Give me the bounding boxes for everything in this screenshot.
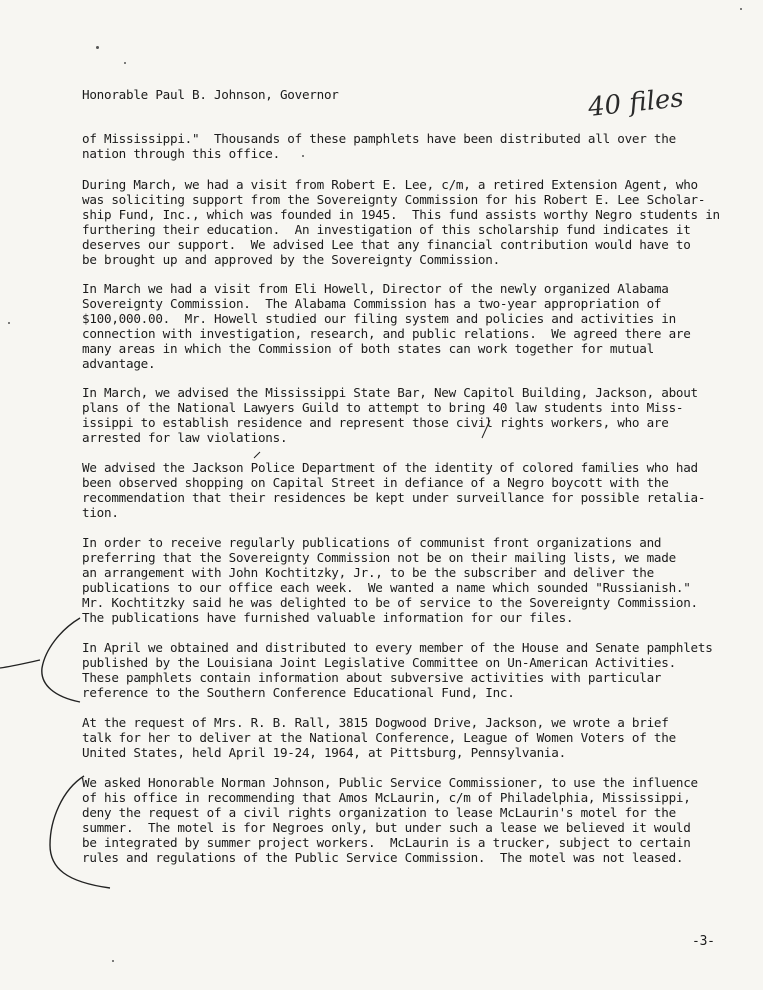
text-line: rules and regulations of the Public Service Commission. The motel was not leased. [82, 850, 684, 865]
text-line: During March, we had a visit from Robert E. Lee, c/m, a retired Extension Agent, who [82, 177, 698, 192]
text-line: of Mississippi." Thousands of these pamphlets have been distributed all over the [82, 131, 676, 146]
text-line: issippi to establish residence and represent those civil rights workers, who are [82, 415, 669, 430]
text-line: In April we obtained and distributed to every member of the House and Senate pamphlets [82, 640, 713, 655]
text-line: publications to our office each week. We wanted a name which sounded "Russianish." [82, 580, 691, 595]
text-line: ship Fund, Inc., which was founded in 1945. This fund assists worthy Negro students in [82, 207, 720, 222]
text-line: In March, we advised the Mississippi State Bar, New Capitol Building, Jackson, about [82, 385, 698, 400]
text-line: Mr. Kochtitzky said he was delighted to be of service to the Sovereignty Commission. [82, 595, 698, 610]
text-line: furthering their education. An investigation of this scholarship fund indicates it [82, 222, 691, 237]
text-line: talk for her to deliver at the National Conference, League of Women Voters of the [82, 730, 676, 745]
paragraph-louisiana [82, 640, 742, 700]
paragraph-intro [82, 131, 742, 161]
text-line: recommendation that their residences be kept under surveillance for possible retalia- [82, 490, 706, 505]
text-line: summer. The motel is for Negroes only, but under such a lease we believed it would [82, 820, 691, 835]
text-line: many areas in which the Commission of both states can work together for mutual [82, 341, 654, 356]
paragraph-rall [82, 715, 742, 760]
page-number: -3- [692, 934, 715, 949]
handwritten-annotation: 40 files [586, 83, 686, 123]
text-line: We advised the Jackson Police Department of the identity of colored families who had [82, 460, 698, 475]
text-line: an arrangement with John Kochtitzky, Jr., to be the subscriber and deliver the [82, 565, 654, 580]
paper-speck [96, 46, 99, 49]
paper-speck [302, 155, 304, 157]
text-line: The publications have furnished valuable information for our files. [82, 610, 574, 625]
text-line: $100,000.00. Mr. Howell studied our filing system and policies and activities in [82, 311, 676, 326]
paragraph-kochtitzky [82, 535, 742, 625]
paragraph-police [82, 460, 742, 520]
text-line: be brought up and approved by the Sovereignty Commission. [82, 252, 500, 267]
text-line: tion. [82, 505, 119, 520]
text-line: deserves our support. We advised Lee that any financial contribution would have to [82, 237, 691, 252]
text-line: be integrated by summer project workers. McLaurin is a trucker, subject to certain [82, 835, 691, 850]
text-line: reference to the Southern Conference Educational Fund, Inc. [82, 685, 515, 700]
text-line: Sovereignty Commission. The Alabama Commission has a two-year appropriation of [82, 296, 662, 311]
text-line: published by the Louisiana Joint Legislative Committee on Un-American Activities. [82, 655, 676, 670]
text-line: arrested for law violations. [82, 430, 288, 445]
text-line: At the request of Mrs. R. B. Rall, 3815 Dogwood Drive, Jackson, we wrote a brief [82, 715, 669, 730]
text-line: of his office in recommending that Amos McLaurin, c/m of Philadelphia, Mississippi, [82, 790, 691, 805]
text-line: nation through this office. [82, 146, 280, 161]
paragraph-lee [82, 177, 742, 267]
text-line: We asked Honorable Norman Johnson, Public Service Commissioner, to use the influence [82, 775, 698, 790]
paper-speck [112, 960, 114, 962]
text-line: connection with investigation, research, and public relations. We agreed there are [82, 326, 691, 341]
paper-speck [740, 8, 742, 10]
paragraph-mclaurin [82, 775, 742, 865]
paragraph-howell [82, 281, 742, 371]
text-line: was soliciting support from the Sovereignty Commission for his Robert E. Lee Scholar- [82, 192, 706, 207]
text-line: preferring that the Sovereignty Commission not be on their mailing lists, we made [82, 550, 676, 565]
paper-speck [124, 62, 126, 64]
letter-header: Honorable Paul B. Johnson, Governor [82, 87, 339, 102]
text-line: been observed shopping on Capital Street in defiance of a Negro boycott with the [82, 475, 669, 490]
text-line: In order to receive regularly publications of communist front organizations and [82, 535, 662, 550]
text-line: plans of the National Lawyers Guild to attempt to bring 40 law students into Miss- [82, 400, 684, 415]
text-line: deny the request of a civil rights organization to lease McLaurin's motel for the [82, 805, 676, 820]
text-line: In March we had a visit from Eli Howell, Director of the newly organized Alabama [82, 281, 669, 296]
paragraph-state-bar [82, 385, 742, 445]
paper-speck [8, 322, 10, 324]
text-line: advantage. [82, 356, 156, 371]
text-line: United States, held April 19-24, 1964, at Pittsburg, Pennsylvania. [82, 745, 566, 760]
text-line: These pamphlets contain information about subversive activities with particular [82, 670, 662, 685]
